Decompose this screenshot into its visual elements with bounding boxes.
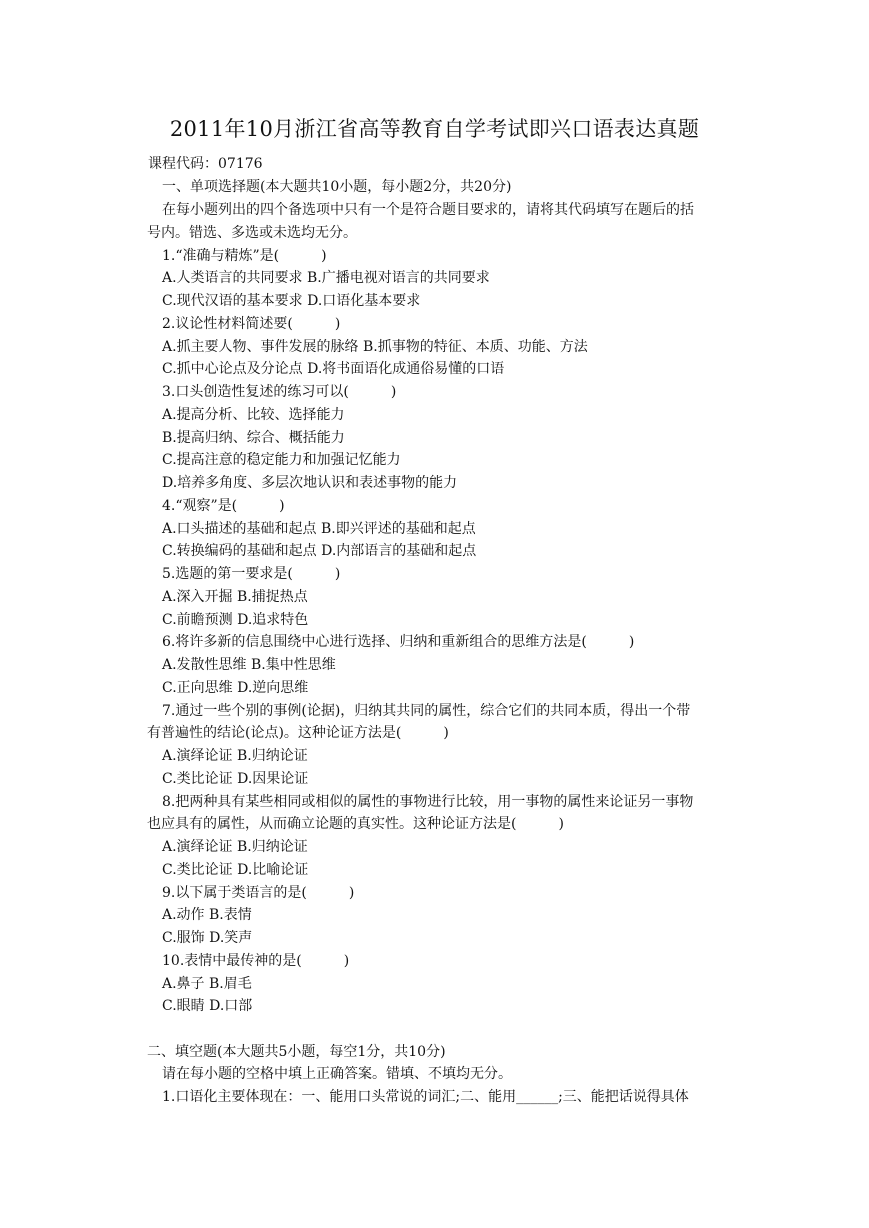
question-line: 5.选题的第一要求是( ) xyxy=(162,566,341,582)
option-line: C.现代汉语的基本要求 D.口语化基本要求 xyxy=(162,293,421,309)
option-line: C.提高注意的稳定能力和加强记忆能力 xyxy=(162,452,401,468)
option-line: A.口头描述的基础和起点 B.即兴评述的基础和起点 xyxy=(162,521,476,537)
option-line: A.演绎论证 B.归纳论证 xyxy=(162,839,308,855)
question-line: 4.“观察”是( ) xyxy=(162,498,285,514)
question-line: 2.议论性材料简述要( ) xyxy=(162,316,341,332)
option-line: A.动作 B.表情 xyxy=(162,907,252,923)
page-title: 2011年10月浙江省高等教育自学考试即兴口语表达真题 xyxy=(169,117,700,141)
option-line: C.转换编码的基础和起点 D.内部语言的基础和起点 xyxy=(162,543,477,559)
option-line: A.提高分析、比较、选择能力 xyxy=(162,407,345,423)
option-line: C.正向思维 D.逆向思维 xyxy=(162,680,309,696)
question-line: 10.表情中最传神的是( ) xyxy=(162,953,350,969)
section2-instruction: 请在每小题的空格中填上正确答案。错填、不填均无分。 xyxy=(162,1066,512,1082)
option-line: A.人类语言的共同要求 B.广播电视对语言的共同要求 xyxy=(162,270,490,286)
question-line: 3.口头创造性复述的练习可以( ) xyxy=(162,384,397,400)
option-line: C.类比论证 D.因果论证 xyxy=(162,771,309,787)
option-line: B.提高归纳、综合、概括能力 xyxy=(162,430,345,446)
option-line: D.培养多角度、多层次地认识和表述事物的能力 xyxy=(162,475,458,491)
option-line: A.抓主要人物、事件发展的脉络 B.抓事物的特征、本质、功能、方法 xyxy=(162,339,588,355)
section1-heading: 一、单项选择题(本大题共10小题，每小题2分，共20分) xyxy=(162,179,512,195)
section1-instruction-line1: 在每小题列出的四个备选项中只有一个是符合题目要求的，请将其代码填写在题后的括 xyxy=(162,202,694,218)
question-8-line1: 8.把两种具有某些相同或相似的属性的事物进行比较，用一事物的属性来论证另一事物 xyxy=(162,794,694,810)
fill-question-1: 1.口语化主要体现在：一、能用口头常说的词汇;二、能用______;三、能把话说得具体 xyxy=(162,1089,689,1105)
question-7-line2: 有普遍性的结论(论点)。这种论证方法是( ) xyxy=(147,725,449,741)
section2-heading: 二、填空题(本大题共5小题，每空1分，共10分) xyxy=(147,1044,446,1060)
section1-instruction-line2: 号内。错选、多选或未选均无分。 xyxy=(147,225,357,241)
option-line: C.前瞻预测 D.追求特色 xyxy=(162,612,309,628)
option-line: A.深入开掘 B.捕捉热点 xyxy=(162,589,308,605)
question-8-line2: 也应具有的属性，从而确立论题的真实性。这种论证方法是( ) xyxy=(147,816,564,832)
question-line: 9.以下属于类语言的是( ) xyxy=(162,885,355,901)
question-7-line1: 7.通过一些个别的事例(论据)，归纳其共同的属性，综合它们的共同本质，得出一个带 xyxy=(162,703,691,719)
option-line: C.抓中心论点及分论点 D.将书面语化成通俗易懂的口语 xyxy=(162,361,505,377)
option-line: A.鼻子 B.眉毛 xyxy=(162,976,252,992)
course-code: 课程代码：07176 xyxy=(148,156,263,172)
option-line: C.类比论证 D.比喻论证 xyxy=(162,862,309,878)
option-line: C.眼睛 D.口部 xyxy=(162,998,253,1014)
question-line: 1.“准确与精炼”是( ) xyxy=(162,248,327,264)
option-line: A.演绎论证 B.归纳论证 xyxy=(162,748,308,764)
option-line: C.服饰 D.笑声 xyxy=(162,930,253,946)
option-line: A.发散性思维 B.集中性思维 xyxy=(162,657,336,673)
question-line: 6.将许多新的信息围绕中心进行选择、归纳和重新组合的思维方法是( ) xyxy=(162,634,635,650)
